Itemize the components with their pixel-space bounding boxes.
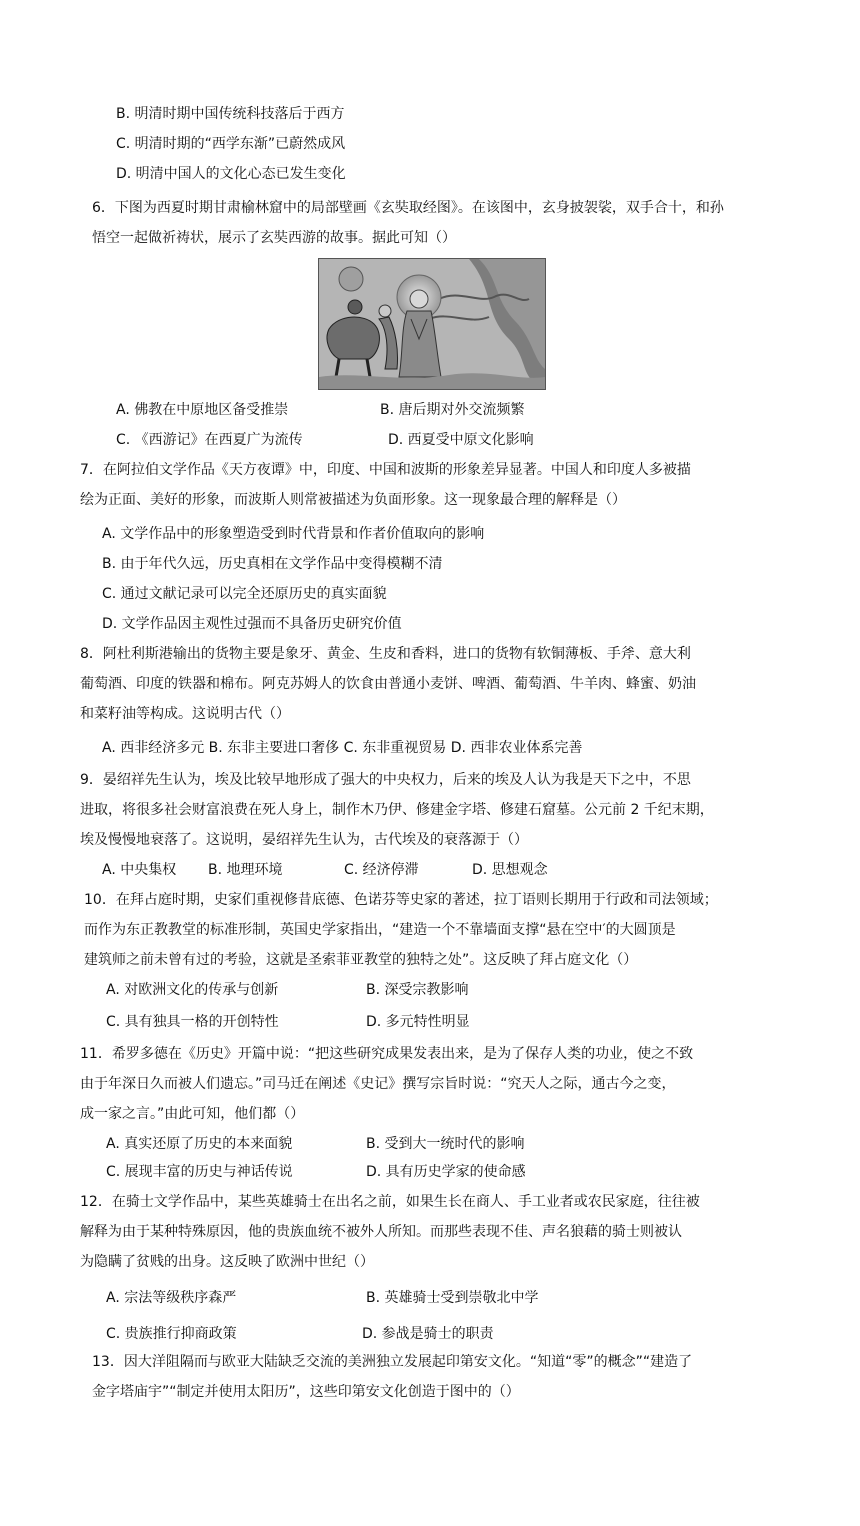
- q10-stem-line2: 而作为东正教教堂的标准形制，英国史学家指出，“建造一个不靠墙面支撑“悬在空中′的大圆顶是: [84, 922, 676, 938]
- q11-stem-line3: 成一家之言。”由此可知，他们都（）: [80, 1106, 305, 1122]
- q9-stem-line3: 埃及慢慢地衰落了。这说明，晏绍祥先生认为，古代埃及的衰落源于（）: [80, 832, 528, 848]
- q11-stem-line2: 由于年深日久而被人们遗忘。”司马迁在阐述《史记》撰写宗旨时说：“究天人之际，通古今之变，: [80, 1076, 676, 1092]
- mural-image: [318, 258, 546, 390]
- q9-stem-line2: 进取，将很多社会财富浪费在死人身上，制作木乃伊、修建金字塔、修建石窟墓。公元前 2 千纪末期，: [80, 802, 714, 818]
- q7-stem-line2: 绘为正面、美好的形象，而波斯人则常被描述为负面形象。这一现象最合理的解释是（）: [80, 492, 626, 508]
- q8-stem-line1: 8．阿杜利斯港输出的货物主要是象牙、黄金、生皮和香料，进口的货物有软铜薄板、手斧、意大利: [80, 646, 691, 662]
- q9-option-c: C. 经济停滞: [344, 862, 419, 878]
- q5-option-d: D. 明清中国人的文化心态已发生变化: [116, 166, 346, 182]
- q7-option-b: B. 由于年代久远，历史真相在文学作品中变得模糊不清: [102, 556, 443, 572]
- q12-option-d: D. 参战是骑士的职责: [362, 1326, 494, 1342]
- q7-option-c: C. 通过文献记录可以完全还原历史的真实面貌: [102, 586, 387, 602]
- q11-stem-line1: 11．希罗多德在《历史》开篇中说：“把这些研究成果发表出来，是为了保存人类的功业，使之不致: [80, 1046, 694, 1062]
- q6-stem-line1: 6．下图为西夏时期甘肃榆林窟中的局部壁画《玄奘取经图》。在该图中，玄身披袈裟，双手合十，和孙: [92, 200, 724, 216]
- mural-illustration: [319, 259, 545, 389]
- q10-option-a: A. 对欧洲文化的传承与创新: [106, 982, 279, 998]
- q10-option-b: B. 深受宗教影响: [366, 982, 469, 998]
- q6-option-c: C. 《西游记》在西夏广为流传: [116, 432, 303, 448]
- q9-stem-line1: 9．晏绍祥先生认为，埃及比较早地形成了强大的中央权力，后来的埃及人认为我是天下之中，不思: [80, 772, 691, 788]
- q12-stem-line2: 解释为由于某种特殊原因，他的贵族血统不被外人所知。而那些表现不佳、声名狼藉的骑士则被认: [80, 1224, 682, 1240]
- q8-stem-line3: 和菜籽油等构成。这说明古代（）: [80, 706, 290, 722]
- q10-option-c: C. 具有独具一格的开创特性: [106, 1014, 279, 1030]
- q12-option-a: A. 宗法等级秩序森严: [106, 1290, 237, 1306]
- q6-option-d: D. 西夏受中原文化影响: [388, 432, 534, 448]
- q10-stem-line3: 建筑师之前未曾有过的考验，这就是圣索菲亚教堂的独特之处”。这反映了拜占庭文化（）: [84, 952, 638, 968]
- q12-option-c: C. 贵族推行抑商政策: [106, 1326, 237, 1342]
- q13-stem-line1: 13．因大洋阻隔而与欧亚大陆缺乏交流的美洲独立发展起印第安文化。“知道“零”的概念”“建造了: [92, 1354, 693, 1370]
- q6-stem-line2: 悟空一起做祈祷状，展示了玄奘西游的故事。据此可知（）: [92, 230, 456, 246]
- q12-option-b: B. 英雄骑士受到崇敬北中学: [366, 1290, 539, 1306]
- q7-stem-line1: 7．在阿拉伯文学作品《天方夜谭》中，印度、中国和波斯的形象差异显著。中国人和印度人多被描: [80, 462, 691, 478]
- q9-option-b: B. 地理环境: [208, 862, 283, 878]
- q9-option-a: A. 中央集权: [102, 862, 177, 878]
- q11-option-b: B. 受到大一统时代的影响: [366, 1136, 525, 1152]
- q5-option-b: B. 明清时期中国传统科技落后于西方: [116, 106, 345, 122]
- q10-stem-line1: 10．在拜占庭时期，史家们重视修昔底德、色诺芬等史家的著述，拉丁语则长期用于行政和司法领域；: [84, 892, 718, 908]
- q7-option-a: A. 文学作品中的形象塑造受到时代背景和作者价值取向的影响: [102, 526, 485, 542]
- q12-stem-line3: 为隐瞒了贫贱的出身。这反映了欧洲中世纪（）: [80, 1254, 374, 1270]
- q13-stem-line2: 金字塔庙宇”“制定并使用太阳历”，这些印第安文化创造于图中的（）: [92, 1384, 520, 1400]
- q12-stem-line1: 12．在骑士文学作品中，某些英雄骑士在出名之前，如果生长在商人、手工业者或农民家庭，往往被: [80, 1194, 700, 1210]
- q8-options: A. 西非经济多元 B. 东非主要进口奢侈 C. 东非重视贸易 D. 西非农业体系完善: [102, 740, 583, 756]
- q8-stem-line2: 葡萄酒、印度的铁器和棉布。阿克苏姆人的饮食由普通小麦饼、啤酒、葡萄酒、牛羊肉、蜂蜜、奶油: [80, 676, 696, 692]
- q7-option-d: D. 文学作品因主观性过强而不具备历史研究价值: [102, 616, 402, 632]
- q11-option-d: D. 具有历史学家的使命感: [366, 1164, 526, 1180]
- q11-option-c: C. 展现丰富的历史与神话传说: [106, 1164, 293, 1180]
- q9-option-d: D. 思想观念: [472, 862, 548, 878]
- q11-option-a: A. 真实还原了历史的本来面貌: [106, 1136, 293, 1152]
- q5-option-c: C. 明清时期的“西学东渐”已蔚然成风: [116, 136, 346, 152]
- q6-option-b: B. 唐后期对外交流频繁: [380, 402, 525, 418]
- q6-option-a: A. 佛教在中原地区备受推崇: [116, 402, 289, 418]
- q10-option-d: D. 多元特性明显: [366, 1014, 470, 1030]
